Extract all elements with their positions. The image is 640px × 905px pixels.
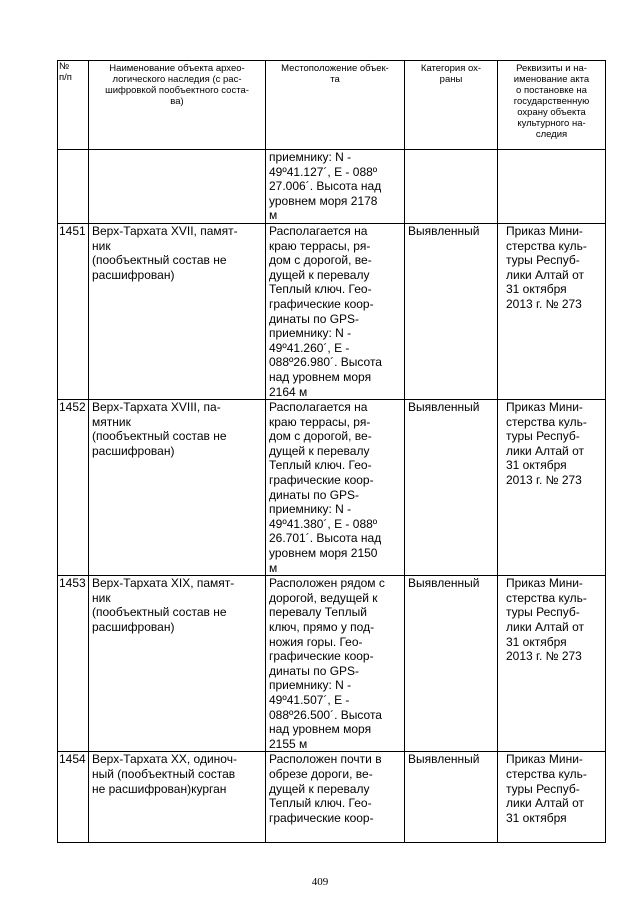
cell-name: Верх-Тархата XIX, памят- ник (пообъектный состав не расшифрован) — [89, 576, 266, 752]
cell-act: Приказ Мини- стерства куль- туры Респуб- лики Алтай от 31 октября — [498, 752, 606, 843]
cell-category — [405, 150, 498, 224]
cell-name: Верх-Тархата XVIII, па- мятник (пообъектный состав не расшифрован) — [89, 400, 266, 576]
cell-location: Расположен почти в обрезе дороги, ве- дущей к перевалу Теплый ключ. Гео- графические коор- — [266, 752, 405, 843]
cell-number: 1454 — [58, 752, 89, 843]
header-row — [58, 61, 606, 150]
cell-act: Приказ Мини- стерства куль- туры Респуб- лики Алтай от 31 октября 2013 г. № 273 — [498, 223, 606, 399]
cell-act — [498, 150, 606, 224]
cell-category: Выявленный — [405, 400, 498, 576]
cell-number: 1452 — [58, 400, 89, 576]
header-location: Местоположение объек- та — [266, 61, 405, 150]
cell-number: 1451 — [58, 223, 89, 399]
cell-location: Располагается на краю террасы, ря- дом с дорогой, ве- дущей к перевалу Теплый ключ. Гео- графические коор- динаты по GPS- приемнику: N - 49º41.260´, E - 088º26.980´. Высота над уровнем моря 2164 м — [266, 223, 405, 399]
cell-name: Верх-Тархата XX, одиноч- ный (пообъектный состав не расшифрован)курган — [89, 752, 266, 843]
cell-location: приемнику: N - 49º41.127´, E - 088º 27.006´. Высота над уровнем моря 2178 м — [266, 150, 405, 224]
cell-category: Выявленный — [405, 752, 498, 843]
table-row — [58, 223, 606, 399]
cell-location: Располагается на краю террасы, ря- дом с дорогой, ве- дущей к перевалу Теплый ключ. Гео- графические коор- динаты по GPS- приемнику: N - 49º41.380´, E - 088º 26.701´. Высота над уровнем моря 2150 м — [266, 400, 405, 576]
cell-act: Приказ Мини- стерства куль- туры Респуб- лики Алтай от 31 октября 2013 г. № 273 — [498, 400, 606, 576]
cell-category: Выявленный — [405, 576, 498, 752]
header-act: Реквизиты и на- именование акта о постановке на государственную охрану объекта культурного на- следия — [498, 61, 606, 150]
continuation-row — [58, 150, 606, 224]
table-row — [58, 400, 606, 576]
table-row — [58, 576, 606, 752]
cell-number — [58, 150, 89, 224]
header-name: Наименование объекта архео- логического наследия (с рас- шифровкой пообъектного соста- ва) — [89, 61, 266, 150]
cell-act: Приказ Мини- стерства куль- туры Респуб- лики Алтай от 31 октября 2013 г. № 273 — [498, 576, 606, 752]
monuments-table — [57, 60, 606, 843]
cell-category: Выявленный — [405, 223, 498, 399]
cell-name — [89, 150, 266, 224]
cell-number: 1453 — [58, 576, 89, 752]
page-number: 409 — [311, 876, 329, 888]
table-row — [58, 752, 606, 843]
cell-name: Верх-Тархата XVII, памят- ник (пообъектный состав не расшифрован) — [89, 223, 266, 399]
header-category: Категория ох- раны — [405, 61, 498, 150]
header-number: № п/п — [58, 61, 89, 150]
cell-location: Расположен рядом с дорогой, ведущей к перевалу Теплый ключ, прямо у под- ножия горы. Гео- графические коор- динаты по GPS- приемнику: N - 49º41.507´, E - 088º26.500´. Высота над уровнем моря 2155 м — [266, 576, 405, 752]
